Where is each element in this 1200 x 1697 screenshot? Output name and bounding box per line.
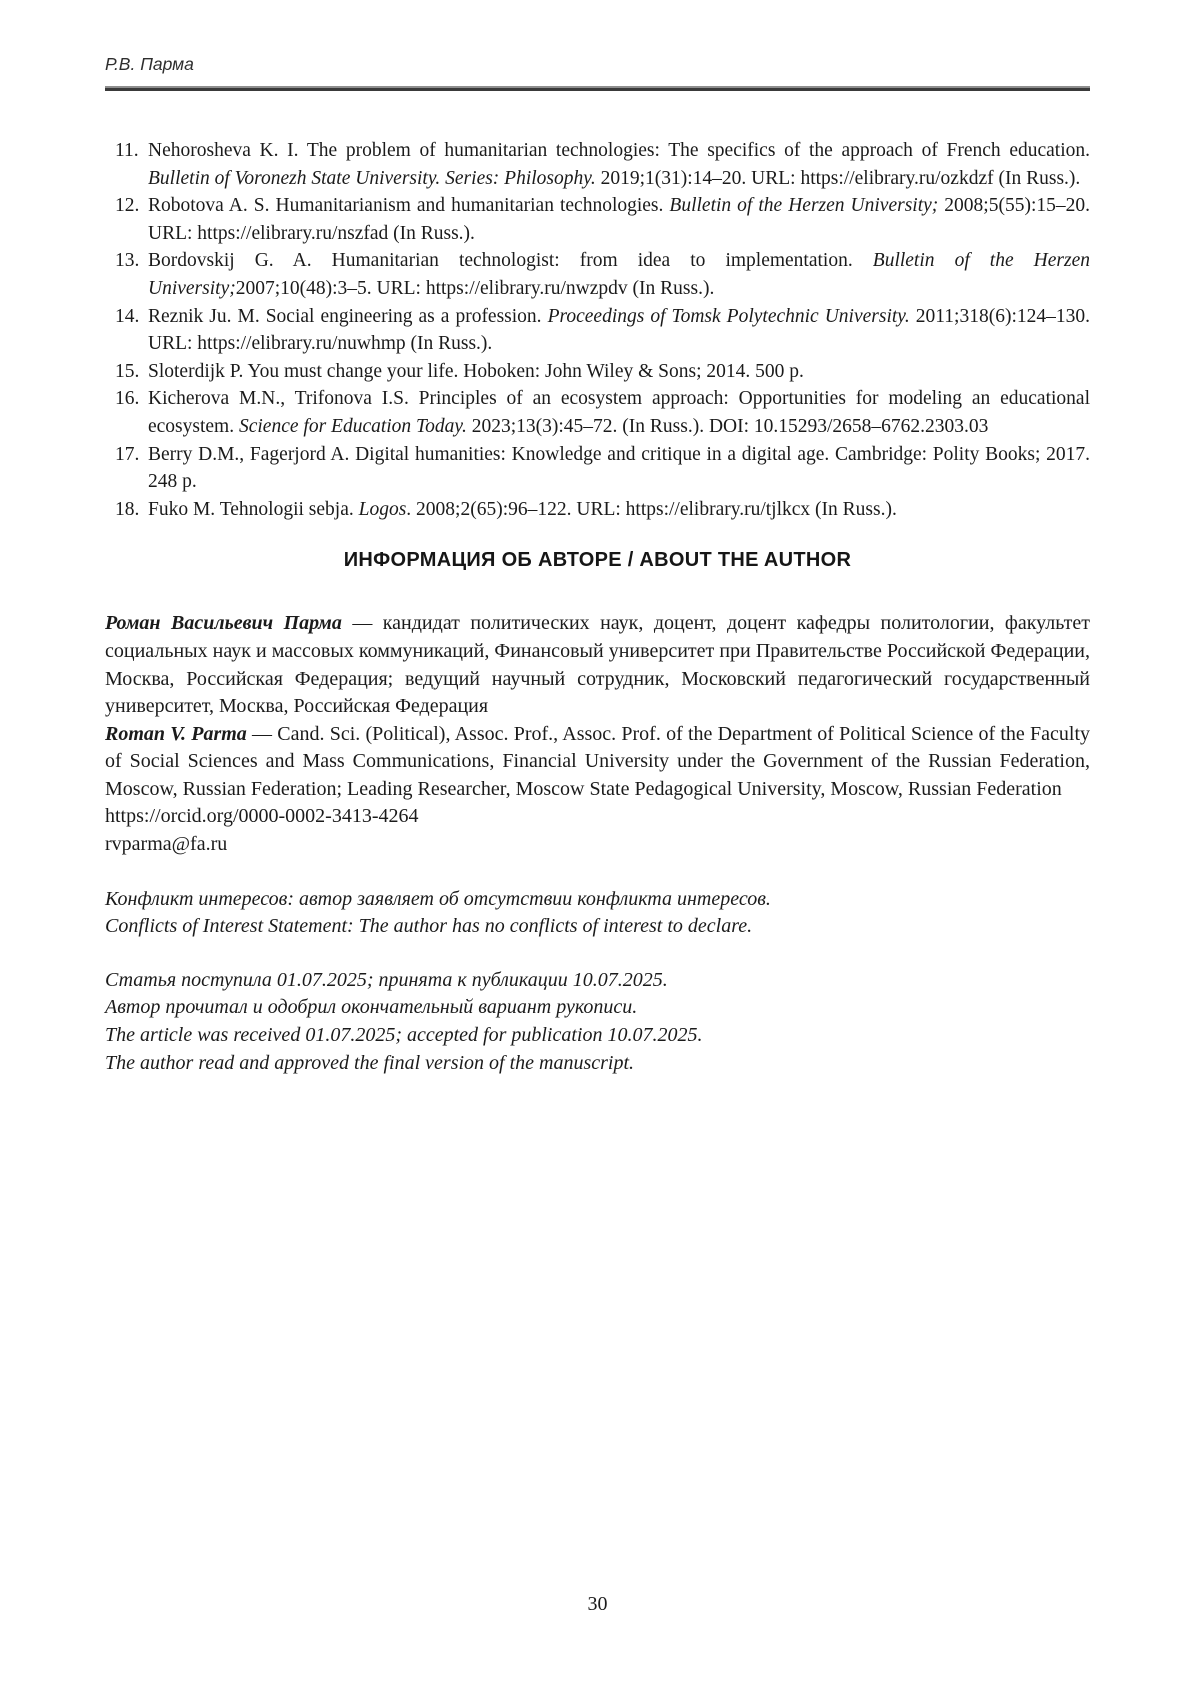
orcid-link[interactable]: https://orcid.org/0000-0002-3413-4264 xyxy=(105,805,419,828)
reference-number: 12. xyxy=(115,195,140,217)
reference-text: 2019;1(31):14–20. URL: https://elibrary.ru/ozkdzf (In Russ.). xyxy=(595,167,1081,189)
reference-text: . 2008;2(65):96–122. URL: https://elibrary.ru/tjlkcx (In Russ.). xyxy=(406,498,897,520)
conflict-statement-en: Conflicts of Interest Statement: The author has no conflicts of interest to declare. xyxy=(105,915,753,938)
author-bio-en: — Cand. Sci. (Political), Assoc. Prof., Assoc. Prof. of the Department of Political Science of the Faculty of Social Sciences and Mass Communications, Financial University under the Government of the Russian Federation, Moscow, Russian Federation; Leading Researcher, Moscow State Pedagogical University, Moscow, Russian Federation xyxy=(105,722,1090,800)
reference-source-title: Science for Education Today. xyxy=(238,415,467,437)
author-info-block xyxy=(105,610,1090,858)
approved-note-en: The author read and approved the final version of the manuscript. xyxy=(105,1051,635,1074)
reference-number: 11. xyxy=(115,140,139,161)
page-content xyxy=(105,0,1090,1077)
author-info-en xyxy=(105,721,1090,804)
reference-text: Berry D.M., Fagerjord A. Digital humanities: Knowledge and critique in a digital age. Cambridge: Polity Books; 2017. 248 p. xyxy=(148,443,1090,493)
author-info-ru xyxy=(105,610,1090,720)
reference-text: Sloterdijk P. You must change your life. Hoboken: John Wiley & Sons; 2014. 500 p. xyxy=(148,360,804,382)
reference-item xyxy=(105,247,1090,302)
author-bio-ru: — кандидат политических наук, доцент, доцент кафедры политологии, факультет социальных наук и массовых коммуникаций, Финансовый университет при Правительстве Российской Федерации, Москва, Российская Федерация; ведущий научный сотрудник, Московский педагогический государственный университет, Москва, Российская Федерация xyxy=(105,612,1090,718)
email-link[interactable]: rvparma@fa.ru xyxy=(105,833,228,856)
author-name-en: Roman V. Parma xyxy=(105,722,247,745)
approved-note-ru: Автор прочитал и одобрил окончательный вариант рукописи. xyxy=(105,996,638,1019)
reference-text: 2011;318(6):124–130. URL: https://elibrary.ru/nuwhmp (In Russ.). xyxy=(148,305,1090,355)
reference-item xyxy=(105,358,1090,386)
author-name-ru: Роман Васильевич Парма xyxy=(105,612,342,635)
reference-item xyxy=(105,303,1090,358)
reference-number: 18. xyxy=(115,498,140,520)
received-date-ru: Статья поступила 01.07.2025; принята к публикации 10.07.2025. xyxy=(105,968,668,991)
page-number: 30 xyxy=(587,1593,608,1615)
reference-text: Nehorosheva K. I. The problem of humanitarian technologies: The specifics of the approach of French education. xyxy=(148,140,1090,161)
about-author-heading: ИНФОРМАЦИЯ ОБ АВТОРЕ / ABOUT THE AUTHOR xyxy=(343,549,852,572)
reference-text: 2023;13(3):45–72. (In Russ.). DOI: 10.15293/2658–6762.2303.03 xyxy=(466,415,989,437)
reference-number: 16. xyxy=(115,388,140,410)
reference-text: Kicherova M.N., Trifonova I.S. Principles of an ecosystem approach: Opportunities for modeling an educational ecosystem. xyxy=(148,388,1090,437)
reference-item xyxy=(105,496,1090,524)
article-dates xyxy=(105,967,1090,1077)
reference-item xyxy=(105,441,1090,496)
reference-source-title: Bulletin of the Herzen University; xyxy=(669,195,939,217)
references-list xyxy=(105,137,1090,523)
reference-number: 14. xyxy=(115,305,140,327)
reference-number: 17. xyxy=(115,443,140,465)
header-rule xyxy=(105,86,1090,91)
reference-item xyxy=(105,385,1090,440)
reference-text: 2008;5(55):15–20. URL: https://elibrary.ru/nszfad (In Russ.). xyxy=(148,195,1090,244)
received-date-en: The article was received 01.07.2025; accepted for publication 10.07.2025. xyxy=(105,1024,703,1047)
reference-number: 15. xyxy=(115,360,140,382)
running-head-author: Р.В. Парма xyxy=(105,54,194,74)
reference-text: Fuko M. Tehnologii sebja. xyxy=(148,498,359,520)
reference-source-title: Proceedings of Tomsk Polytechnic University. xyxy=(547,305,910,327)
reference-number: 13. xyxy=(115,250,140,272)
reference-item xyxy=(105,192,1090,247)
reference-source-title: Logos xyxy=(358,498,407,520)
reference-source-title: Bulletin of Voronezh State University. Series: Philosophy. xyxy=(148,167,596,189)
conflict-statements xyxy=(105,886,1090,941)
reference-text: Robotova A. S. Humanitarianism and humanitarian technologies. xyxy=(148,195,670,217)
reference-source-title: Bulletin of the Herzen University; xyxy=(148,250,1090,299)
reference-text: 2007;10(48):3–5. URL: https://elibrary.ru/nwzpdv (In Russ.). xyxy=(235,277,715,299)
reference-item xyxy=(105,137,1090,192)
conflict-statement-ru: Конфликт интересов: автор заявляет об отсутствии конфликта интересов. xyxy=(105,887,771,910)
reference-text: Bordovskij G. A. Humanitarian technologist: from idea to implementation. xyxy=(148,250,873,272)
reference-text: Reznik Ju. M. Social engineering as a profession. xyxy=(148,305,548,327)
